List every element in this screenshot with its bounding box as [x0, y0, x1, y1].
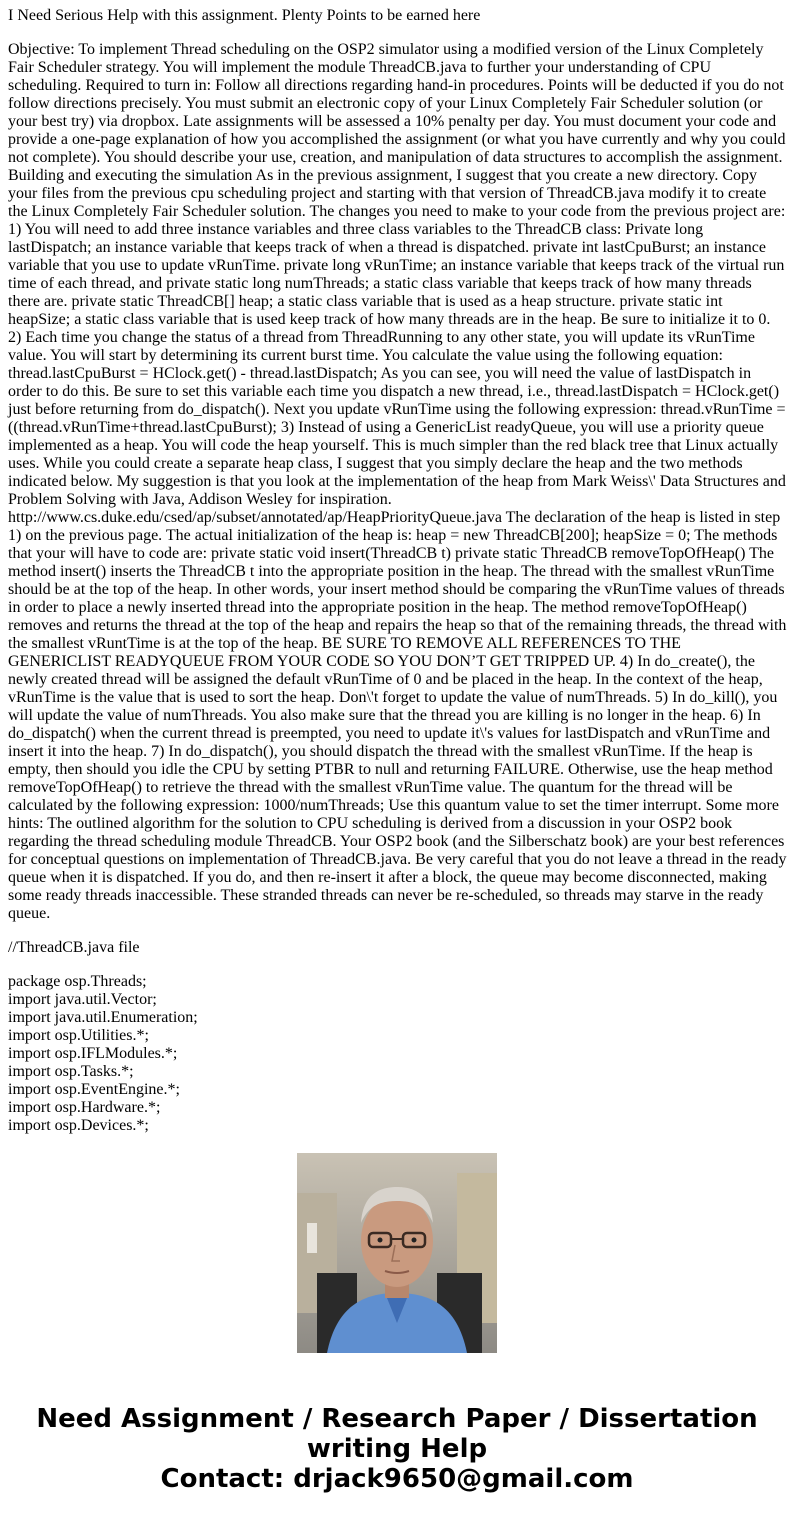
banner-line: writing Help	[306, 1434, 488, 1464]
file-label: //ThreadCB.java file	[8, 939, 140, 956]
code-line: import osp.EventEngine.*;	[8, 1081, 180, 1098]
code-line: import java.util.Enumeration;	[8, 1009, 198, 1026]
portrait-photo	[297, 1153, 497, 1353]
code-line: import osp.IFLModules.*;	[8, 1045, 178, 1062]
banner-line: Need Assignment / Research Paper / Dissertation	[36, 1404, 758, 1434]
code-line: import osp.Utilities.*;	[8, 1027, 149, 1044]
code-block	[8, 973, 787, 1134]
code-line: import osp.Devices.*;	[8, 1117, 149, 1134]
code-line: import osp.Tasks.*;	[8, 1063, 134, 1080]
code-line: import osp.Hardware.*;	[8, 1099, 161, 1116]
contact-email-line: Contact: drjack9650@gmail.com	[160, 1464, 634, 1494]
contact-banner	[0, 1404, 794, 1494]
avatar	[297, 1153, 497, 1353]
document	[8, 7, 791, 1134]
assignment-body: Objective: To implement Thread scheduling on the OSP2 simulator using a modified version of the Linux Completely Fair Scheduler strategy. You will implement the module ThreadCB.java to further your understanding of CPU scheduling. Required to turn in: Follow all directions regarding hand-in procedures. Points will be deducted if you do not follow directions precisely. You must submit an electronic copy of your Linux Completely Fair Scheduler solution (or your best try) via dropbox. Late assignments will be assessed a 10% penalty per day. You must document your code and provide a one-page explanation of how you accomplished the assignment (or what you have currently and why you could not complete). You should describe your use, creation, and manipulation of data structures to accomplish the assignment. Building and executing the simulation As in the previous assignment, I suggest that you create a new directory. Copy your files from the previous cpu scheduling project and starting with that version of ThreadCB.java modify it to create the Linux Completely Fair Scheduler solution. The changes you need to make to your code from the previous project are: 1) You will need to add three instance variables and three class variables to the ThreadCB class: Private long lastDispatch; an instance variable that keeps track of when a thread is dispatched. private int lastCpuBurst; an instance variable that you use to update vRunTime. private long vRunTime; an instance variable that keeps track of the virtual run time of each thread, and private static long numThreads; a static class variable that keeps track of how many threads there are. private static ThreadCB[] heap; a static class variable that is used as a heap structure. private static int heapSize; a static class variable that is used keep track of how many threads are in the heap. Be sure to initialize it to 0. 2) Each time you change the status of a thread from ThreadRunning to any other state, you will update its vRunTime value. You will start by determining its current burst time. You calculate the value using the following equation: thread.lastCpuBurst = HClock.get() - thread.lastDispatch; As you can see, you will need the value of lastDispatch in order to do this. Be sure to set this variable each time you dispatch a new thread, i.e., thread.lastDispatch = HClock.get() just before returning from do_dispatch(). Next you update vRunTime using the following expression: thread.vRunTime = ((thread.vRunTime+thread.lastCpuBurst); 3) Instead of using a GenericList readyQueue, you will use a priority queue implemented as a heap. You will code the heap yourself. This is much simpler than the red black tree that Linux actually uses. While you could create a separate heap class, I suggest that you simply declare the heap and the two methods indicated below. My suggestion is that you look at the implementation of the heap from Mark Weiss\' Data Structures and Problem Solving with Java, Addison Wesley for inspiration. http://www.cs.duke.edu/csed/ap/subset/annotated/ap/HeapPriorityQueue.java The declaration of the heap is listed in step 1) on the previous page. The actual initialization of the heap is: heap = new ThreadCB[200]; heapSize = 0; The methods that your will have to code are: private static void insert(ThreadCB t) private static ThreadCB removeTopOfHeap() The method insert() inserts the ThreadCB t into the appropriate position in the heap. The thread with the smallest vRunTime should be at the top of the heap. In other words, your insert method should be comparing the vRunTime values of threads in order to place a newly inserted thread into the appropriate position in the heap. The method removeTopOfHeap() removes and returns the thread at the top of the heap and repairs the heap so that of the remaining threads, the thread with the smallest vRuntTime is at the top of the heap. BE SURE TO REMOVE ALL REFERENCES TO THE GENERICLIST READYQUEUE FROM YOUR CODE SO YOU DON’T GET TRIPPED UP. 4) In do_create(), the newly created thread will be assigned the default vRunTime of 0 and be placed in the heap. In the context of the heap, vRunTime is the value that is used to sort the heap. Don\'t forget to update the value of numThreads. 5) In do_kill(), you will update the value of numThreads. You also make sure that the thread you are killing is no longer in the heap. 6) In do_dispatch() when the current thread is preempted, you need to update it\'s values for lastDispatch and vRunTime and insert it into the heap. 7) In do_dispatch(), you should dispatch the thread with the smallest vRunTime. If the heap is empty, then should you idle the CPU by setting PTBR to null and returning FAILURE. Otherwise, use the heap method removeTopOfHeap() to retrieve the thread with the smallest vRunTime value. The quantum for the thread will be calculated by the following expression: 1000/numThreads; Use this quantum value to set the timer interrupt. Some more hints: The outlined algorithm for the solution to CPU scheduling is derived from a discussion in your OSP2 book regarding the thread scheduling module ThreadCB. Your OSP2 book (and the Silberschatz book) are your best references for conceptual questions on implementation of ThreadCB.java. Be very careful that you do not leave a thread in the ready queue when it is dispatched. If you do, and then re-insert it after a block, the queue may become disconnected, making some ready threads inaccessible. These stranded threads can never be re-scheduled, so threads may starve in the ready queue.	[8, 41, 791, 922]
code-line: import java.util.Vector;	[8, 991, 157, 1008]
code-line: package osp.Threads;	[8, 973, 147, 990]
page-title: I Need Serious Help with this assignment. Plenty Points to be earned here	[8, 7, 481, 24]
